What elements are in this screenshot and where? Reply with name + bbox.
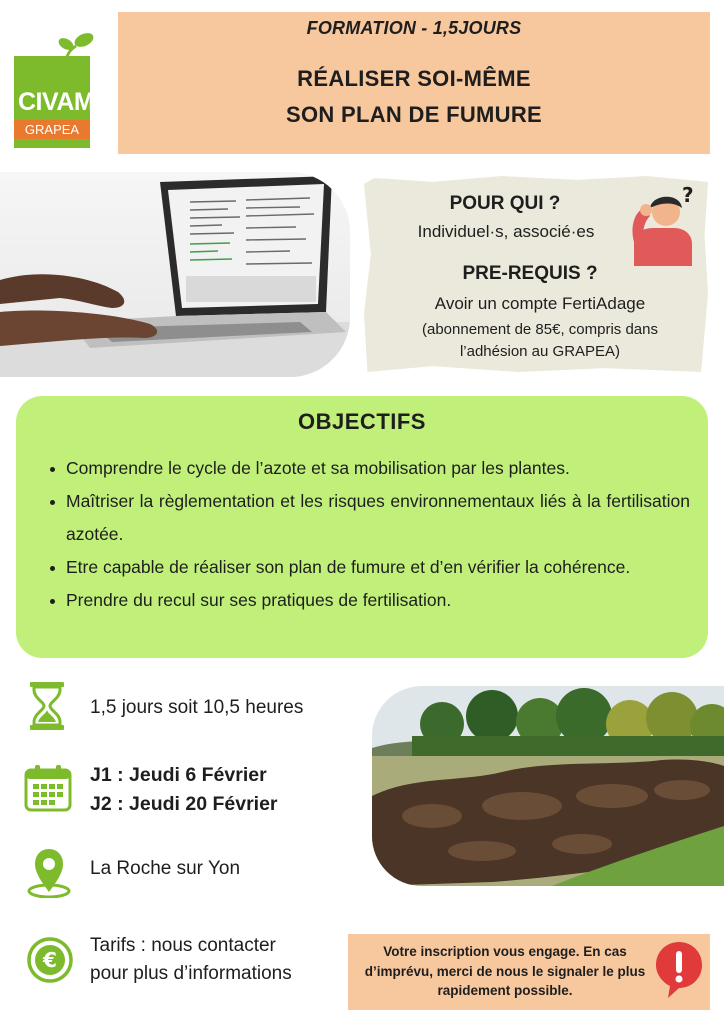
logo-grapea-text: GRAPEA xyxy=(14,120,90,139)
duration-text: 1,5 jours soit 10,5 heures xyxy=(90,697,304,718)
objectives-title: OBJECTIFS xyxy=(298,409,426,434)
prerequis-note-line-1: (abonnement de 85€, compris dans xyxy=(422,321,658,338)
date-line-2: J2 : Jeudi 20 Février xyxy=(90,793,278,815)
title-line-1: RÉALISER SOI-MÊME xyxy=(297,66,531,91)
euro-icon xyxy=(26,936,74,984)
pricing-text xyxy=(90,932,292,988)
svg-text:?: ? xyxy=(682,183,694,207)
objective-item: Maîtriser la règlementation et les risques environnementaux liés à la fertilisation azotée. xyxy=(66,485,690,551)
formation-duration: FORMATION - 1,5JOURS xyxy=(306,18,522,38)
pour-qui-text: Individuel·s, associé·es xyxy=(417,222,595,241)
objective-item: Comprendre le cycle de l’azote et sa mobilisation par les plantes. xyxy=(66,452,690,485)
objective-item: Prendre du recul sur ses pratiques de fertilisation. xyxy=(66,584,690,617)
objectives-list xyxy=(66,452,690,617)
location-text: La Roche sur Yon xyxy=(90,858,241,879)
thinking-person-icon xyxy=(628,182,700,266)
header-banner xyxy=(118,12,710,154)
logo-civam-text: CIVAM xyxy=(18,88,95,116)
pricing-line-2: pour plus d’informations xyxy=(90,963,292,984)
hourglass-icon xyxy=(28,682,66,730)
prerequis-title: PRE-REQUIS ? xyxy=(462,263,598,284)
civam-grapea-logo xyxy=(14,28,94,140)
page-title xyxy=(118,61,710,133)
objective-item: Etre capable de réaliser son plan de fumure et d’en vérifier la cohérence. xyxy=(66,551,690,584)
laptop-photo xyxy=(0,172,350,377)
objectives-section xyxy=(16,396,708,658)
dates-text xyxy=(90,761,278,819)
pour-qui-title: POUR QUI ? xyxy=(449,193,561,214)
date-line-1: J1 : Jeudi 6 Février xyxy=(90,764,267,786)
exclamation-icon xyxy=(654,940,704,1000)
manure-field-photo xyxy=(372,686,724,886)
prerequis-note-line-2: l’adhésion au GRAPEA) xyxy=(459,343,621,360)
registration-notice xyxy=(348,934,710,1010)
location-pin-icon xyxy=(26,848,72,898)
title-line-2: SON PLAN DE FUMURE xyxy=(286,102,542,127)
prerequis-text: Avoir un compte FertiAdage xyxy=(434,294,646,313)
pricing-line-1: Tarifs : nous contacter xyxy=(90,935,276,956)
prerequis-note xyxy=(380,319,700,363)
calendar-icon xyxy=(24,764,72,812)
svg-text:€: € xyxy=(43,948,57,972)
notice-text: Votre inscription vous engage. En cas d’imprévu, merci de nous le signaler le plus rapidement possible. xyxy=(364,944,646,998)
